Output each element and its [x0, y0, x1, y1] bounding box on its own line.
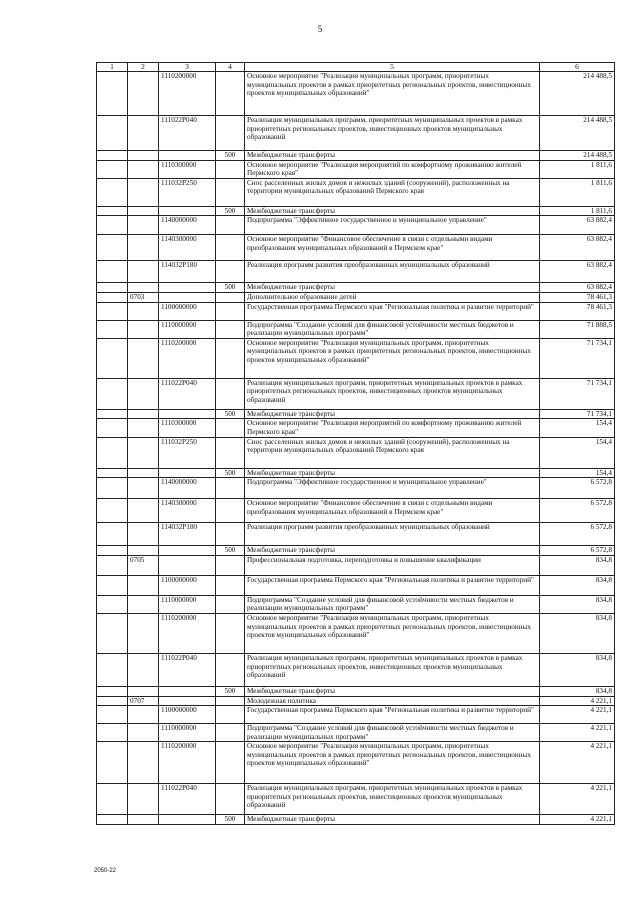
expense-type-cell: 500 — [216, 151, 245, 161]
section-code-cell — [128, 653, 159, 686]
table-row — [97, 178, 615, 206]
section-code-cell — [128, 478, 159, 499]
section-code-cell — [128, 784, 159, 815]
table-row — [97, 653, 615, 686]
amount-cell: 71 734,1 — [540, 378, 615, 409]
amount-cell: 63 882,4 — [540, 283, 615, 293]
amount-cell: 834,8 — [540, 575, 615, 595]
description-cell: Реализация муниципальных программ, приоритетных муниципальных проектов в рамках приоритетных региональных проектов, инвестиционных проектов муниципальных образований — [245, 784, 540, 815]
target-article-cell — [159, 546, 216, 556]
amount-cell: 6 572,8 — [540, 523, 615, 546]
col-1-cell — [97, 555, 128, 575]
header-row — [97, 63, 615, 72]
budget-table — [96, 62, 615, 825]
target-article-cell: 1110000000 — [159, 320, 216, 338]
amount-cell: 63 882,4 — [540, 216, 615, 235]
description-cell: Основное мероприятие "Реализация муниципальных программ, приоритетных муниципальных проектов в рамках приоритетных региональных проектов, инвестиционных проектов муниципальных образований" — [245, 72, 540, 116]
section-code-cell: 0705 — [128, 555, 159, 575]
target-article-cell: 1110000000 — [159, 724, 216, 742]
description-cell: Основное мероприятие "Реализация мероприятий по комфортному проживанию жителей Пермского края" — [245, 419, 540, 437]
description-cell: Основное мероприятие "Финансовое обеспечение в связи с отдельными видами преобразования муниципальных образований в Пермском крае" — [245, 235, 540, 261]
target-article-cell: 1140300000 — [159, 235, 216, 261]
col-1-cell — [97, 320, 128, 338]
table-row — [97, 696, 615, 706]
table-row — [97, 478, 615, 499]
description-cell: Основное мероприятие "Реализация муниципальных программ, приоритетных муниципальных проектов в рамках приоритетных региональных проектов, инвестиционных проектов муниципальных образований" — [245, 338, 540, 378]
header-cell-6: 6 — [540, 63, 615, 72]
description-cell: Государственная программа Пермского края "Региональная политика и развитие территорий" — [245, 706, 540, 724]
col-1-cell — [97, 378, 128, 409]
target-article-cell — [159, 815, 216, 825]
amount-cell: 4 221,1 — [540, 815, 615, 825]
col-1-cell — [97, 686, 128, 696]
col-1-cell — [97, 292, 128, 302]
col-1-cell — [97, 523, 128, 546]
section-code-cell — [128, 302, 159, 320]
expense-type-cell — [216, 320, 245, 338]
section-code-cell — [128, 378, 159, 409]
section-code-cell — [128, 72, 159, 116]
expense-type-cell — [216, 261, 245, 283]
amount-cell: 6 572,8 — [540, 478, 615, 499]
amount-cell: 1 811,6 — [540, 206, 615, 216]
section-code-cell — [128, 575, 159, 595]
target-article-cell: 1100000000 — [159, 575, 216, 595]
target-article-cell: 1140000000 — [159, 216, 216, 235]
target-article-cell — [159, 206, 216, 216]
amount-cell: 154,4 — [540, 468, 615, 478]
expense-type-cell: 500 — [216, 409, 245, 419]
section-code-cell: 0703 — [128, 292, 159, 302]
target-article-cell: 111032P250 — [159, 178, 216, 206]
amount-cell: 4 221,1 — [540, 706, 615, 724]
expense-type-cell — [216, 178, 245, 206]
description-cell: Реализация программ развития преобразованных муниципальных образований — [245, 261, 540, 283]
target-article-cell — [159, 686, 216, 696]
amount-cell: 4 221,1 — [540, 742, 615, 784]
expense-type-cell — [216, 523, 245, 546]
target-article-cell — [159, 696, 216, 706]
expense-type-cell: 500 — [216, 283, 245, 293]
header-cell-3: 3 — [159, 63, 216, 72]
description-cell: Подпрограмма "Эффективное государственное и муниципальное управление" — [245, 216, 540, 235]
expense-type-cell — [216, 116, 245, 151]
col-1-cell — [97, 437, 128, 468]
section-code-cell — [128, 499, 159, 523]
target-article-cell: 111022P040 — [159, 116, 216, 151]
col-1-cell — [97, 696, 128, 706]
expense-type-cell — [216, 338, 245, 378]
col-1-cell — [97, 724, 128, 742]
col-1-cell — [97, 302, 128, 320]
expense-type-cell — [216, 595, 245, 613]
description-cell: Основное мероприятие "Финансовое обеспечение в связи с отдельными видами преобразования муниципальных образований в Пермском крае" — [245, 499, 540, 523]
expense-type-cell — [216, 555, 245, 575]
amount-cell: 63 882,4 — [540, 235, 615, 261]
table-row — [97, 409, 615, 419]
expense-type-cell: 500 — [216, 206, 245, 216]
amount-cell: 6 572,8 — [540, 546, 615, 556]
amount-cell: 834,8 — [540, 613, 615, 653]
col-1-cell — [97, 216, 128, 235]
amount-cell: 71 888,5 — [540, 320, 615, 338]
table-row — [97, 499, 615, 523]
description-cell: Подпрограмма "Создание условий для финансовой устойчивости местных бюджетов и реализации муниципальных программ" — [245, 724, 540, 742]
table-row — [97, 468, 615, 478]
col-1-cell — [97, 283, 128, 293]
amount-cell: 78 461,3 — [540, 302, 615, 320]
amount-cell: 214 488,5 — [540, 72, 615, 116]
description-cell: Межбюджетные трансферты — [245, 206, 540, 216]
table-row — [97, 206, 615, 216]
description-cell: Государственная программа Пермского края "Региональная политика и развитие территорий" — [245, 302, 540, 320]
table-row — [97, 742, 615, 784]
section-code-cell — [128, 419, 159, 437]
expense-type-cell — [216, 724, 245, 742]
description-cell: Дополнительное образование детей — [245, 292, 540, 302]
col-1-cell — [97, 419, 128, 437]
col-1-cell — [97, 595, 128, 613]
table-row — [97, 419, 615, 437]
col-1-cell — [97, 784, 128, 815]
target-article-cell: 1100000000 — [159, 706, 216, 724]
header-cell-4: 4 — [216, 63, 245, 72]
amount-cell: 214 488,5 — [540, 151, 615, 161]
target-article-cell — [159, 151, 216, 161]
section-code-cell — [128, 686, 159, 696]
target-article-cell: 111022P040 — [159, 653, 216, 686]
table-row — [97, 437, 615, 468]
table-row — [97, 575, 615, 595]
description-cell: Основное мероприятие "Реализация мероприятий по комфортному проживанию жителей Пермского края" — [245, 160, 540, 178]
description-cell: Подпрограмма "Эффективное государственное и муниципальное управление" — [245, 478, 540, 499]
expense-type-cell — [216, 160, 245, 178]
table-row — [97, 283, 615, 293]
description-cell: Межбюджетные трансферты — [245, 815, 540, 825]
target-article-cell — [159, 292, 216, 302]
table-row — [97, 216, 615, 235]
amount-cell: 6 572,8 — [540, 499, 615, 523]
table-row — [97, 686, 615, 696]
description-cell: Реализация программ развития преобразованных муниципальных образований — [245, 523, 540, 546]
col-1-cell — [97, 409, 128, 419]
expense-type-cell — [216, 378, 245, 409]
target-article-cell: 1110000000 — [159, 595, 216, 613]
target-article-cell: 1110200000 — [159, 742, 216, 784]
table-row — [97, 235, 615, 261]
table-row — [97, 724, 615, 742]
description-cell: Межбюджетные трансферты — [245, 686, 540, 696]
table-row — [97, 338, 615, 378]
col-1-cell — [97, 468, 128, 478]
description-cell: Снос расселенных жилых домов и нежилых зданий (сооружений), расположенных на территории муниципальных образований Пермского края — [245, 178, 540, 206]
section-code-cell — [128, 216, 159, 235]
col-1-cell — [97, 815, 128, 825]
amount-cell: 4 221,1 — [540, 784, 615, 815]
expense-type-cell — [216, 437, 245, 468]
description-cell: Молодежная политика — [245, 696, 540, 706]
target-article-cell: 1100000000 — [159, 302, 216, 320]
target-article-cell — [159, 409, 216, 419]
col-1-cell — [97, 613, 128, 653]
target-article-cell: 1110200000 — [159, 338, 216, 378]
amount-cell: 154,4 — [540, 437, 615, 468]
amount-cell: 214 488,5 — [540, 116, 615, 151]
target-article-cell: 114032P180 — [159, 523, 216, 546]
amount-cell: 63 882,4 — [540, 261, 615, 283]
expense-type-cell — [216, 302, 245, 320]
footer-code: 2050-22 — [94, 868, 117, 874]
description-cell: Реализация муниципальных программ, приоритетных муниципальных проектов в рамках приоритетных региональных проектов, инвестиционных проектов муниципальных образований — [245, 378, 540, 409]
description-cell: Государственная программа Пермского края "Региональная политика и развитие территорий" — [245, 575, 540, 595]
section-code-cell — [128, 468, 159, 478]
table-row — [97, 116, 615, 151]
table-row — [97, 815, 615, 825]
header-cell-1: 1 — [97, 63, 128, 72]
col-1-cell — [97, 151, 128, 161]
target-article-cell: 1140000000 — [159, 478, 216, 499]
description-cell: Снос расселенных жилых домов и нежилых зданий (сооружений), расположенных на территории муниципальных образований Пермского края — [245, 437, 540, 468]
target-article-cell: 1110200000 — [159, 72, 216, 116]
col-1-cell — [97, 206, 128, 216]
section-code-cell — [128, 151, 159, 161]
col-1-cell — [97, 546, 128, 556]
section-code-cell — [128, 283, 159, 293]
amount-cell: 4 221,1 — [540, 696, 615, 706]
expense-type-cell — [216, 742, 245, 784]
description-cell: Профессиональная подготовка, переподготовка и повышение квалификации — [245, 555, 540, 575]
table-row — [97, 151, 615, 161]
col-1-cell — [97, 178, 128, 206]
amount-cell: 78 461,3 — [540, 292, 615, 302]
col-1-cell — [97, 261, 128, 283]
section-code-cell — [128, 160, 159, 178]
section-code-cell — [128, 815, 159, 825]
expense-type-cell — [216, 72, 245, 116]
table-row — [97, 523, 615, 546]
col-1-cell — [97, 160, 128, 178]
amount-cell: 71 734,1 — [540, 338, 615, 378]
target-article-cell — [159, 555, 216, 575]
section-code-cell — [128, 261, 159, 283]
expense-type-cell — [216, 419, 245, 437]
table-row — [97, 595, 615, 613]
amount-cell: 834,8 — [540, 653, 615, 686]
table-row — [97, 261, 615, 283]
description-cell: Подпрограмма "Создание условий для финансовой устойчивости местных бюджетов и реализации муниципальных программ" — [245, 595, 540, 613]
target-article-cell: 111032P250 — [159, 437, 216, 468]
target-article-cell: 111022P040 — [159, 784, 216, 815]
target-article-cell: 1140300000 — [159, 499, 216, 523]
table-row — [97, 160, 615, 178]
section-code-cell — [128, 320, 159, 338]
description-cell: Основное мероприятие "Реализация муниципальных программ, приоритетных муниципальных проектов в рамках приоритетных региональных проектов, инвестиционных проектов муниципальных образований" — [245, 613, 540, 653]
target-article-cell: 1110200000 — [159, 613, 216, 653]
description-cell: Межбюджетные трансферты — [245, 546, 540, 556]
expense-type-cell — [216, 499, 245, 523]
header-cell-2: 2 — [128, 63, 159, 72]
target-article-cell: 1110300000 — [159, 160, 216, 178]
target-article-cell — [159, 283, 216, 293]
section-code-cell: 0707 — [128, 696, 159, 706]
expense-type-cell — [216, 613, 245, 653]
expense-type-cell — [216, 216, 245, 235]
col-1-cell — [97, 499, 128, 523]
description-cell: Межбюджетные трансферты — [245, 151, 540, 161]
table-row — [97, 706, 615, 724]
expense-type-cell — [216, 575, 245, 595]
section-code-cell — [128, 206, 159, 216]
amount-cell: 154,4 — [540, 419, 615, 437]
expense-type-cell: 500 — [216, 468, 245, 478]
target-article-cell: 1110300000 — [159, 419, 216, 437]
amount-cell: 834,8 — [540, 555, 615, 575]
expense-type-cell — [216, 706, 245, 724]
col-1-cell — [97, 478, 128, 499]
expense-type-cell: 500 — [216, 815, 245, 825]
target-article-cell — [159, 468, 216, 478]
table-row — [97, 72, 615, 116]
expense-type-cell — [216, 784, 245, 815]
expense-type-cell — [216, 696, 245, 706]
description-cell: Межбюджетные трансферты — [245, 283, 540, 293]
col-1-cell — [97, 706, 128, 724]
header-cell-5: 5 — [245, 63, 540, 72]
expense-type-cell: 500 — [216, 686, 245, 696]
amount-cell: 834,8 — [540, 686, 615, 696]
description-cell: Реализация муниципальных программ, приоритетных муниципальных проектов в рамках приоритетных региональных проектов, инвестиционных проектов муниципальных образований — [245, 653, 540, 686]
col-1-cell — [97, 72, 128, 116]
section-code-cell — [128, 546, 159, 556]
expense-type-cell — [216, 292, 245, 302]
section-code-cell — [128, 706, 159, 724]
table-row — [97, 784, 615, 815]
expense-type-cell — [216, 235, 245, 261]
expense-type-cell: 500 — [216, 546, 245, 556]
col-1-cell — [97, 653, 128, 686]
section-code-cell — [128, 742, 159, 784]
section-code-cell — [128, 116, 159, 151]
section-code-cell — [128, 523, 159, 546]
col-1-cell — [97, 575, 128, 595]
amount-cell: 834,8 — [540, 595, 615, 613]
col-1-cell — [97, 235, 128, 261]
table-row — [97, 555, 615, 575]
section-code-cell — [128, 178, 159, 206]
col-1-cell — [97, 116, 128, 151]
amount-cell: 4 221,1 — [540, 724, 615, 742]
table-row — [97, 302, 615, 320]
expense-type-cell — [216, 653, 245, 686]
table-row — [97, 292, 615, 302]
col-1-cell — [97, 742, 128, 784]
table-row — [97, 613, 615, 653]
amount-cell: 1 811,6 — [540, 178, 615, 206]
section-code-cell — [128, 409, 159, 419]
description-cell: Основное мероприятие "Реализация муниципальных программ, приоритетных муниципальных проектов в рамках приоритетных региональных проектов, инвестиционных проектов муниципальных образований" — [245, 742, 540, 784]
col-1-cell — [97, 338, 128, 378]
description-cell: Межбюджетные трансферты — [245, 409, 540, 419]
description-cell: Подпрограмма "Создание условий для финансовой устойчивости местных бюджетов и реализации муниципальных программ" — [245, 320, 540, 338]
section-code-cell — [128, 235, 159, 261]
section-code-cell — [128, 613, 159, 653]
description-cell: Реализация муниципальных программ, приоритетных муниципальных проектов в рамках приоритетных региональных проектов, инвестиционных проектов муниципальных образований — [245, 116, 540, 151]
section-code-cell — [128, 595, 159, 613]
section-code-cell — [128, 338, 159, 378]
table-row — [97, 546, 615, 556]
target-article-cell: 111022P040 — [159, 378, 216, 409]
page-number: 5 — [317, 24, 323, 34]
section-code-cell — [128, 724, 159, 742]
expense-type-cell — [216, 478, 245, 499]
target-article-cell: 114032P180 — [159, 261, 216, 283]
table-row — [97, 320, 615, 338]
section-code-cell — [128, 437, 159, 468]
budget-table-body — [97, 63, 615, 825]
amount-cell: 1 811,6 — [540, 160, 615, 178]
table-row — [97, 378, 615, 409]
amount-cell: 71 734,1 — [540, 409, 615, 419]
description-cell: Межбюджетные трансферты — [245, 468, 540, 478]
